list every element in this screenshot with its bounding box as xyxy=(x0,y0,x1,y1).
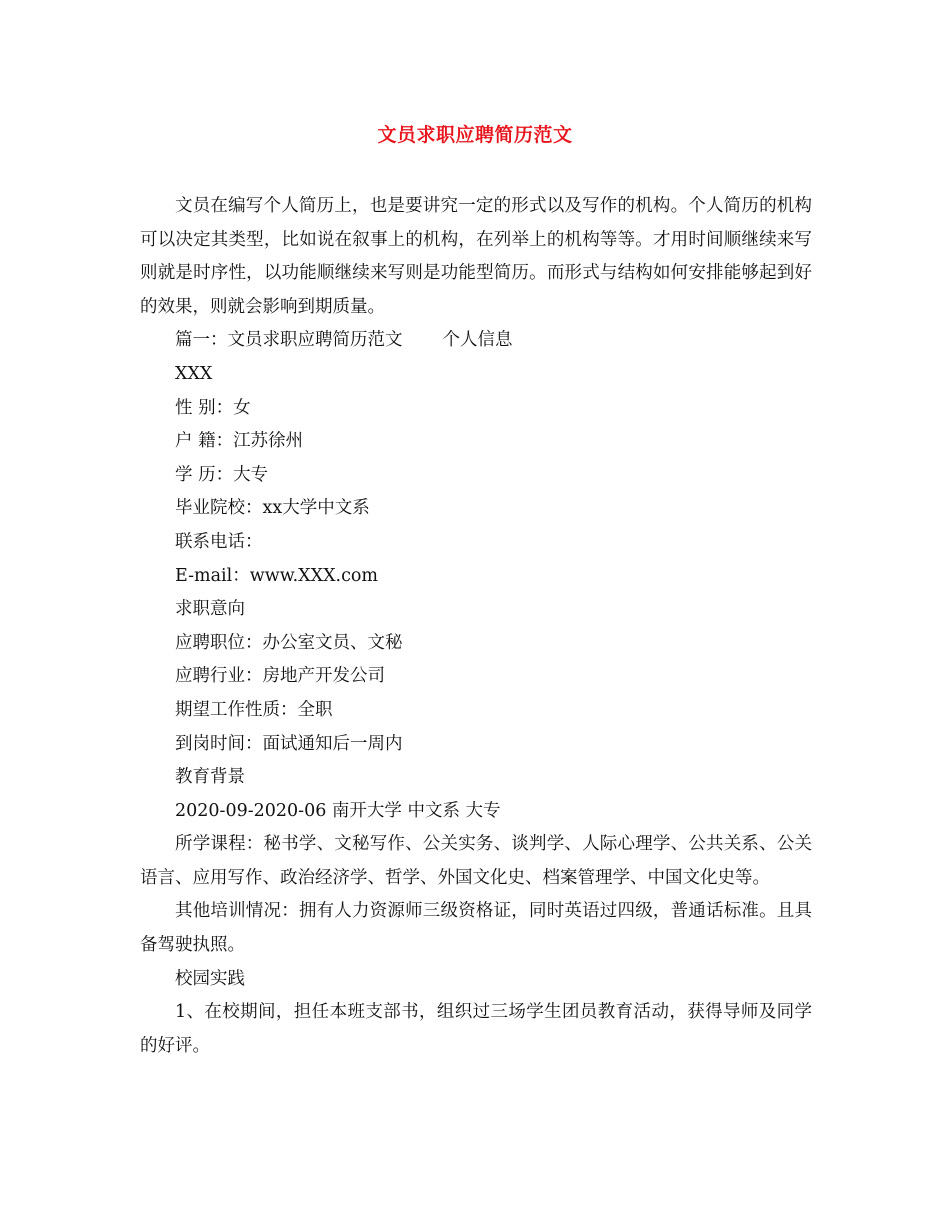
education-heading: 教育背景 xyxy=(175,767,245,788)
job-industry: 应聘行业：房地产开发公司 xyxy=(175,666,385,687)
personal-name: XXX xyxy=(175,363,213,384)
courses-paragraph: 所学课程：秘书学、文秘写作、公关实务、谈判学、人际心理学、公共关系、公关语言、应用写作、政治经济学、哲学、外国文化史、档案管理学、中国文化史等。 xyxy=(140,834,812,888)
campus-heading: 校园实践 xyxy=(175,968,245,989)
intro-paragraph: 文员在编写个人简历上，也是要讲究一定的形式以及写作的机构。个人简历的机构可以决定其类型，比如说在叙事上的机构，在列举上的机构等等。才用时间顺继续来写则就是时序性，以功能顺继续来写则是功能型简历。而形式与结构如何安排能够起到好的效果，则就会影响到期质量。 xyxy=(140,196,812,317)
job-position: 应聘职位：办公室文员、文秘 xyxy=(175,632,403,653)
training-paragraph: 其他培训情况：拥有人力资源师三级资格证，同时英语过四级，普通话标准。且具备驾驶执照。 xyxy=(140,901,812,956)
campus-item: 1、在校期间，担任本班支部书，组织过三场学生团员教育活动，获得导师及同学的好评。 xyxy=(140,1002,812,1056)
section-heading-title: 篇一：文员求职应聘简历范文 xyxy=(175,330,403,351)
personal-gender: 性 别：女 xyxy=(175,397,251,418)
job-intent-heading: 求职意向 xyxy=(175,599,245,620)
education-entry: 2020-09-2020-06 南开大学 中文系 大专 xyxy=(175,800,501,821)
section-heading xyxy=(140,324,812,358)
section-heading-subtitle: 个人信息 xyxy=(442,330,513,351)
job-type: 期望工作性质：全职 xyxy=(175,699,333,720)
personal-hukou: 户 籍：江苏徐州 xyxy=(175,431,304,452)
job-start-time: 到岗时间：面试通知后一周内 xyxy=(175,733,403,754)
personal-email: E-mail：www.XXX.com xyxy=(175,565,379,586)
personal-education-level: 学 历：大专 xyxy=(175,464,269,485)
document-title: 文员求职应聘简历范文 xyxy=(377,124,573,146)
personal-phone: 联系电话： xyxy=(175,531,263,552)
document-body xyxy=(140,190,812,1063)
personal-school: 毕业院校：xx大学中文系 xyxy=(175,498,370,519)
